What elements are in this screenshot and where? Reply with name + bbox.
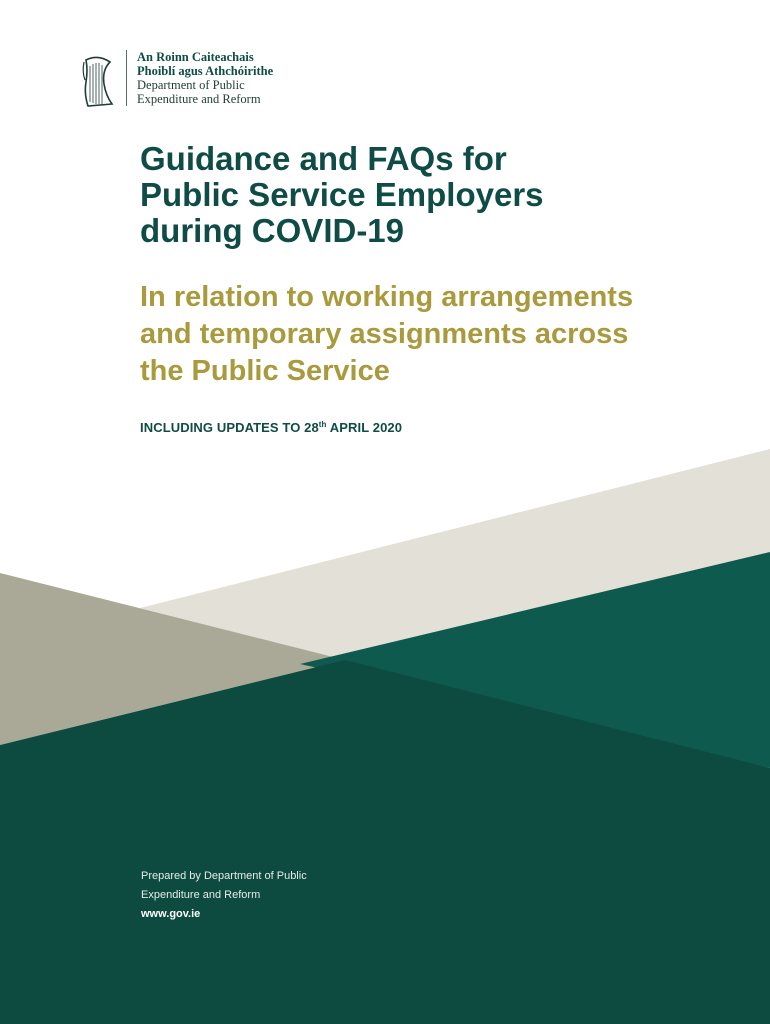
logo-irish-line-2: Phoiblí agus Athchóirithe <box>137 64 274 78</box>
document-subtitle <box>140 279 730 390</box>
logo-irish-line-1: An Roinn Caiteachais <box>137 50 254 64</box>
document-title <box>140 141 700 249</box>
harp-icon <box>80 54 116 110</box>
subtitle-line-1: In relation to working arrangements <box>140 281 634 313</box>
logo-english-line-2: Expenditure and Reform <box>137 92 261 106</box>
title-line-1: Guidance and FAQs for <box>140 140 507 177</box>
department-logo <box>80 50 273 110</box>
subtitle-line-3: the Public Service <box>140 355 390 387</box>
subtitle-line-2: and temporary assignments across <box>140 318 629 350</box>
logo-wordmark <box>137 50 273 106</box>
updates-ordinal: th <box>318 420 327 429</box>
updates-note <box>140 420 402 435</box>
footer-website: www.gov.ie <box>141 908 201 920</box>
footer-prepared-line-2: Expenditure and Reform <box>141 889 261 901</box>
footer-prepared-line-1: Prepared by Department of Public <box>141 870 307 882</box>
cover-footer <box>141 867 307 924</box>
logo-divider <box>126 50 127 106</box>
title-line-3: during COVID-19 <box>140 212 405 249</box>
title-line-2: Public Service Employers <box>140 176 544 213</box>
logo-english-line-1: Department of Public <box>137 78 245 92</box>
updates-prefix: INCLUDING UPDATES TO 28 <box>140 420 319 435</box>
updates-suffix: APRIL 2020 <box>326 420 403 435</box>
